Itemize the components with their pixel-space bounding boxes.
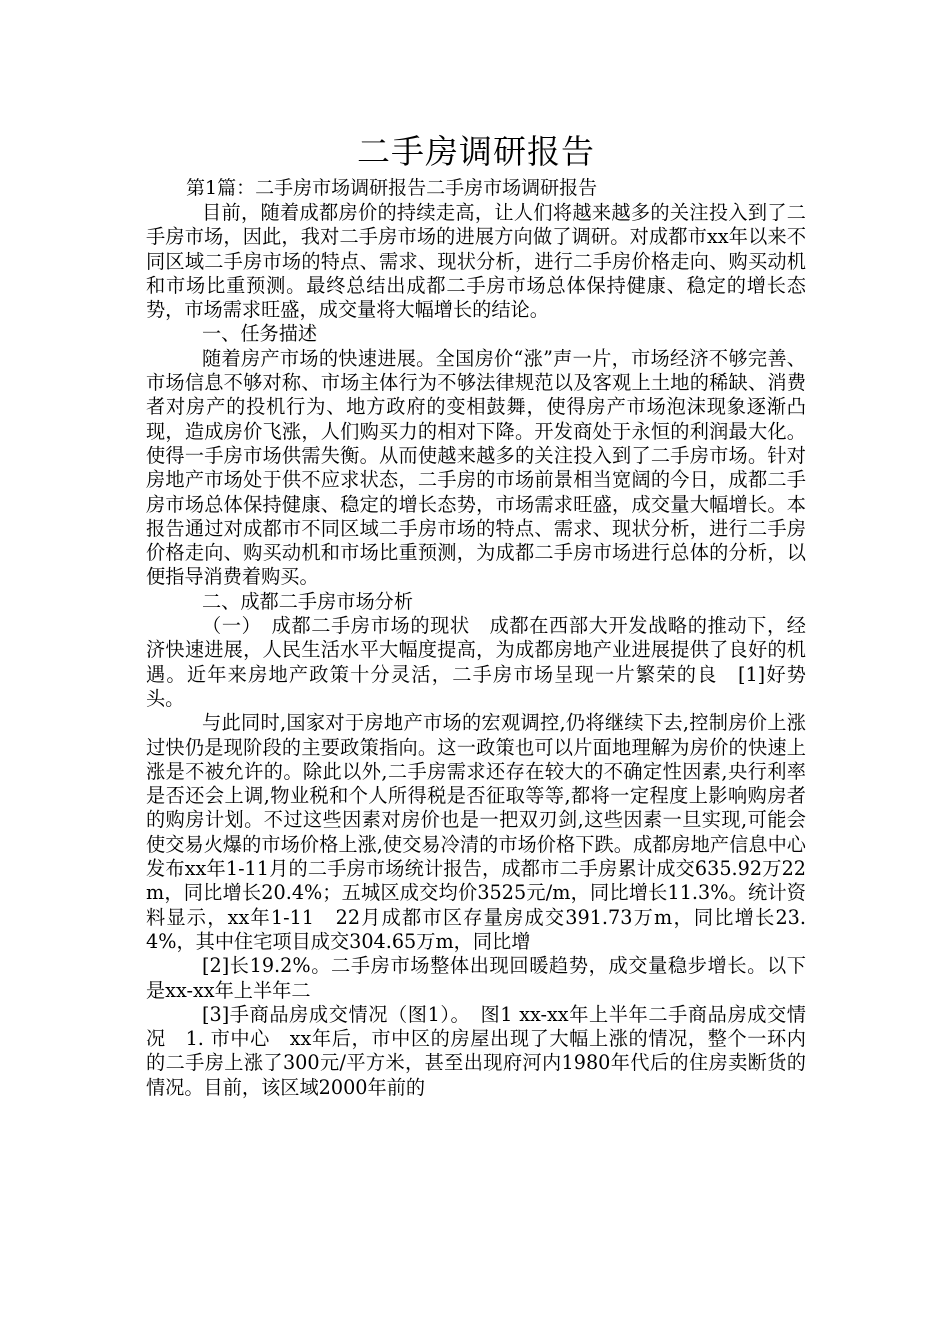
city-center-paragraph: [3]手商品房成交情况（图1）。 图1 xx-xx年上半年二手商品房成交情况 1. 市中心 xx年后，市中区的房屋出现了大幅上涨的情况，整个一环内的二手房上涨了300元/平方米，甚至出现府河内1980年代后的住房卖断货的情况。目前，该区域2000年前的: [146, 1002, 806, 1099]
policy-paragraph: 与此同时,国家对于房地产市场的宏观调控,仍将继续下去,控制房价上涨过快仍是现阶段的主要政策指向。这一政策也可以片面地理解为房价的快速上涨是不被允许的。除此以外,二手房需求还存在较大的不确定性因素,央行利率是否还会上调,物业税和个人所得税是否征取等等,都将一定程度上影响购房者的购房计划。不过这些因素对房价也是一把双刃剑,这些因素一旦实现,可能会使交易火爆的市场价格上涨,使交易冷清的市场价格下跌。成都房地产信息中心发布xx年1-11月的二手房市场统计报告，成都市二手房累计成交635.92万22m，同比增长20.4%；五城区成交均价3525元/m，同比增长11.3%。统计资料显示，xx年1-11 22月成都市区存量房成交391.73万m，同比增长23.4%，其中住宅项目成交304.65万m，同比增: [146, 711, 806, 953]
task-description-paragraph: 随着房产市场的快速进展。全国房价“涨”声一片，市场经济不够完善、市场信息不够对称、市场主体行为不够法律规范以及客观上土地的稀缺、消费者对房产的投机行为、地方政府的变相鼓舞，使得房产市场泡沫现象逐渐凸现，造成房价飞涨，人们购买力的相对下降。开发商处于永恒的利润最大化。使得一手房市场供需失衡。从而使越来越多的关注投入到了二手房市场。针对房地产市场处于供不应求状态，二手房的市场前景相当宽阔的今日，成都二手房市场总体保持健康、稳定的增长态势，市场需求旺盛，成交量大幅增长。本报告通过对成都市不同区域二手房市场的特点、需求、现状分析，进行二手房价格走向、购买动机和市场比重预测，为成都二手房市场进行总体的分析，以便指导消费着购买。: [146, 346, 806, 589]
intro-paragraph: 目前，随着成都房价的持续走高，让人们将越来越多的关注投入到了二手房市场，因此，我对二手房市场的进展方向做了调研。对成都市xx年以来不同区域二手房市场的特点、需求、现状分析，进行二手房价格走向、购买动机和市场比重预测。最终总结出成都二手房市场总体保持健康、稳定的增长态势，市场需求旺盛，成交量将大幅增长的结论。: [146, 201, 806, 322]
document-title: 二手房调研报告: [357, 132, 595, 171]
section-heading-analysis: 二、成都二手房市场分析: [202, 589, 414, 613]
section-heading-task: 一、任务描述: [202, 322, 318, 346]
growth-paragraph: [2]长19.2%。二手房市场整体出现回暖趋势，成交量稳步增长。以下是xx-xx年上半年二: [146, 954, 806, 1002]
current-status-paragraph: （一） 成都二手房市场的现状 成都在西部大开发战略的推动下，经济快速进展，人民生活水平大幅度提高，为成都房地产业进展提供了良好的机遇。近年来房地产政策十分灵活，二手房市场呈现一片繁荣的良 [1]好势头。: [146, 614, 806, 710]
document-subtitle: 第1篇：二手房市场调研报告二手房市场调研报告: [186, 177, 598, 199]
document-page: [146, 130, 806, 1100]
